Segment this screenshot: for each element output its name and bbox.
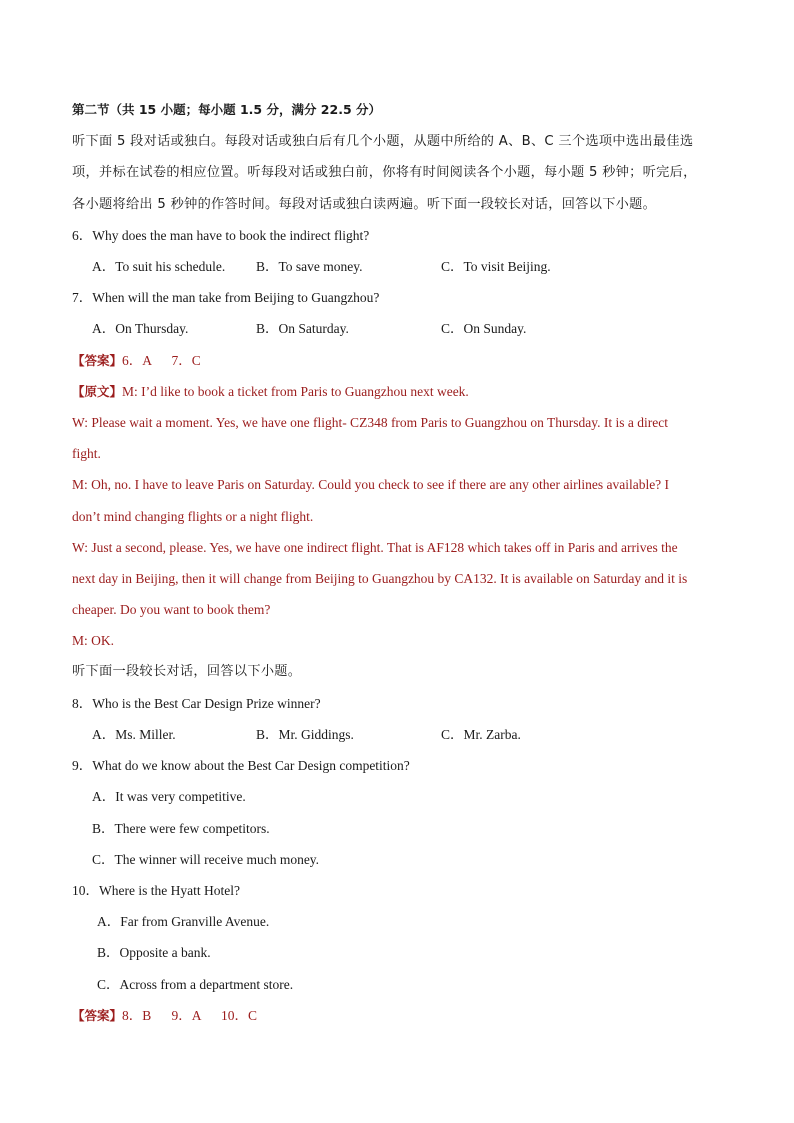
question-6-option-a: A．To suit his schedule.: [92, 259, 226, 274]
transcript-text: M: I’d like to book a ticket from Paris to Guangzhou next week.: [122, 384, 469, 399]
question-10-option-b: B．Opposite a bank.: [97, 945, 211, 960]
intro-line-2: 项，并标在试卷的相应位置。听每段对话或独白前，你将有时间阅读各个小题，每小题 5 秒钟；听完后，: [72, 165, 697, 180]
question-7-option-a: A．On Thursday.: [92, 321, 189, 336]
intro-line-1: 听下面 5 段对话或独白。每段对话或独白后有几个小题，从题中所给的 A、B、C 三个选项中选出最佳选: [72, 134, 694, 149]
question-6-option-c: C．To visit Beijing.: [441, 259, 551, 274]
answer-values: 6．A 7．C: [122, 353, 201, 368]
question-8-option-b: B．Mr. Giddings.: [256, 727, 354, 742]
transcript-line-6: W: Just a second, please. Yes, we have one indirect flight. That is AF128 which takes off in Paris and arrives the: [72, 540, 678, 555]
transcript-line-2: W: Please wait a moment. Yes, we have one flight- CZ348 from Paris to Guangzhou on Thursday. It is a direct: [72, 415, 669, 430]
answer-block-2: [72, 1007, 257, 1025]
next-dialogue-intro: 听下面一段较长对话，回答以下小题。: [72, 664, 302, 679]
transcript-line-9: M: OK.: [72, 633, 115, 648]
question-9-option-c: C．The winner will receive much money.: [92, 852, 320, 867]
section-heading: 第二节（共 15 小题；每小题 1.5 分，满分 22.5 分）: [72, 102, 381, 117]
answer-block-1: [72, 352, 201, 370]
question-6-option-b: B．To save money.: [256, 259, 363, 274]
transcript-line-5: don’t mind changing flights or a night flight.: [72, 509, 314, 524]
answer-tag: 【答案】: [72, 1008, 123, 1023]
question-6-stem: 6．Why does the man have to book the indirect flight?: [72, 228, 370, 243]
question-8-option-c: C．Mr. Zarba.: [441, 727, 521, 742]
transcript-line-7: next day in Beijing, then it will change from Beijing to Guangzhou by CA132. It is available on Saturday and it is: [72, 571, 688, 586]
intro-line-3: 各小题将给出 5 秒钟的作答时间。每段对话或独白读两遍。听下面一段较长对话，回答以下小题。: [72, 197, 657, 212]
question-8-option-a: A．Ms. Miller.: [92, 727, 176, 742]
transcript-line-3: fight.: [72, 446, 101, 461]
question-10-option-c: C．Across from a department store.: [97, 977, 294, 992]
question-10-option-a: A．Far from Granville Avenue.: [97, 914, 270, 929]
question-8-stem: 8．Who is the Best Car Design Prize winner?: [72, 696, 321, 711]
answer-values: 8．B 9．A 10．C: [122, 1008, 258, 1023]
transcript-line-8: cheaper. Do you want to book them?: [72, 602, 271, 617]
question-9-stem: 9．What do we know about the Best Car Design competition?: [72, 758, 410, 773]
question-7-option-c: C．On Sunday.: [441, 321, 527, 336]
question-7-stem: 7．When will the man take from Beijing to Guangzhou?: [72, 290, 380, 305]
question-7-option-b: B．On Saturday.: [256, 321, 349, 336]
question-9-option-b: B．There were few competitors.: [92, 821, 270, 836]
question-9-option-a: A．It was very competitive.: [92, 789, 246, 804]
transcript-line-4: M: Oh, no. I have to leave Paris on Saturday. Could you check to see if there are any other airlines available? I: [72, 477, 670, 492]
answer-tag: 【答案】: [72, 353, 123, 368]
transcript-line-1: [72, 383, 469, 401]
question-10-stem: 10．Where is the Hyatt Hotel?: [72, 883, 240, 898]
transcript-tag: 【原文】: [72, 384, 123, 399]
